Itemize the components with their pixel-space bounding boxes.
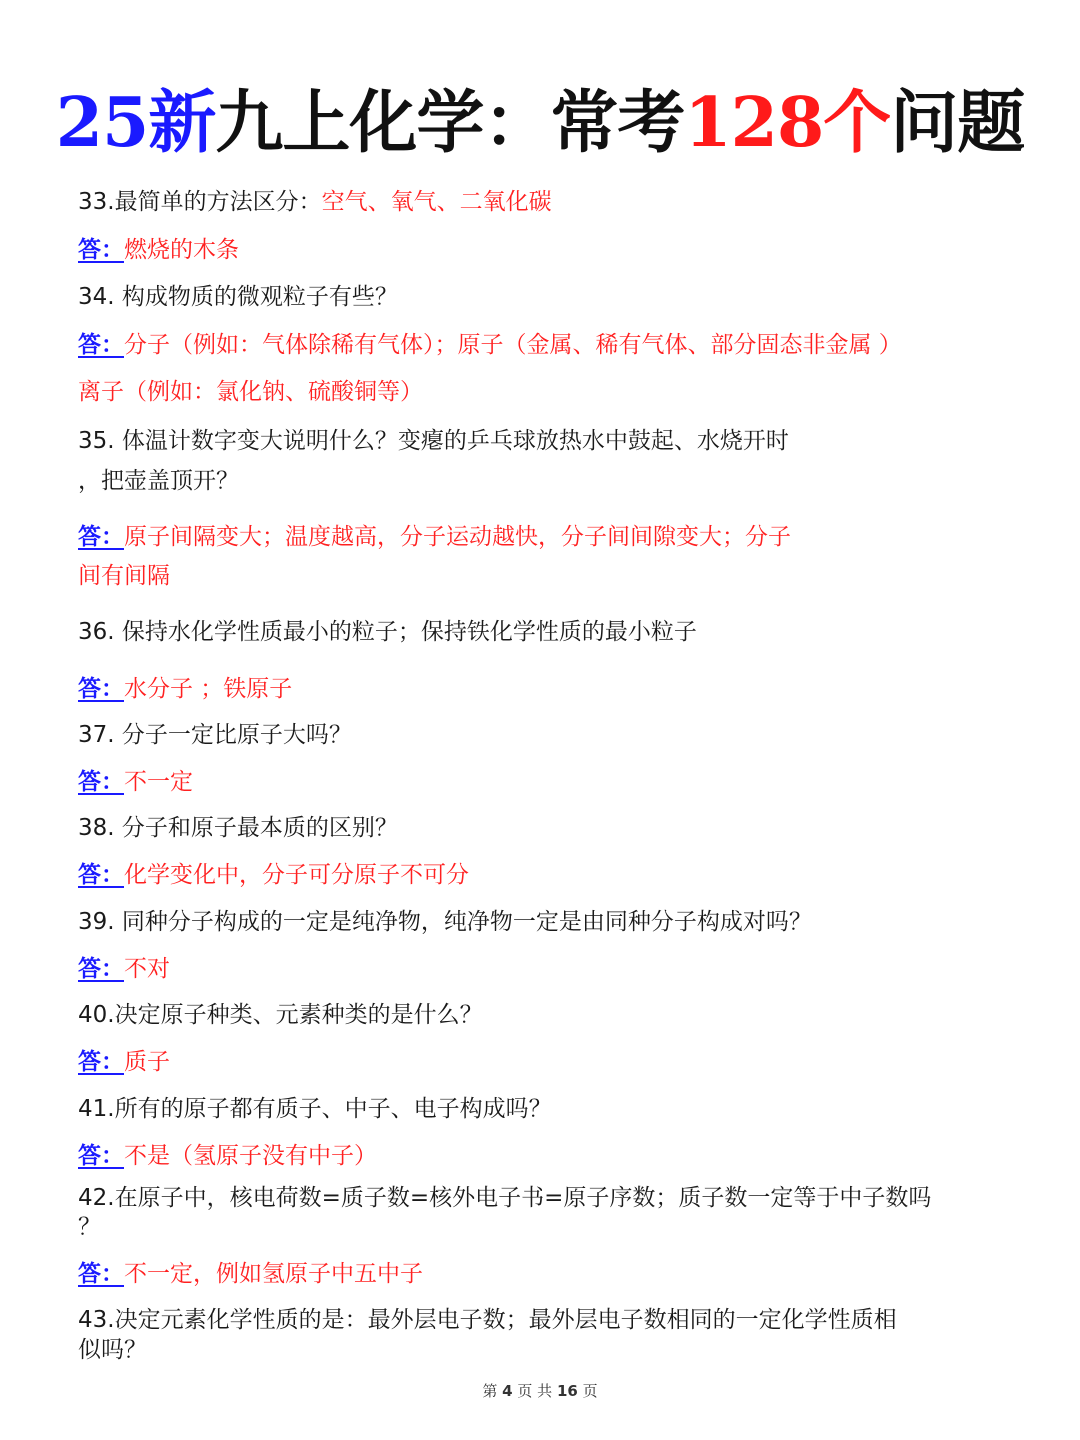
answer-42 [78, 1257, 1020, 1291]
question-text: 43.决定元素化学性质的是：最外层电子数；最外层电子数相同的一定化学性质相 [78, 1307, 897, 1333]
answer-text: 不对 [124, 956, 170, 982]
answer-35-continued [78, 559, 1020, 593]
answer-label: 答： [78, 956, 124, 982]
footer-total-pages: 16 [556, 1382, 578, 1400]
answer-text: 不是（氢原子没有中子） [124, 1143, 377, 1169]
question-text: 39. 同种分子构成的一定是纯净物，纯净物一定是由同种分子构成对吗？ [78, 909, 812, 935]
question-35-continued [78, 464, 1020, 498]
answer-text: 水分子 ；铁原子 [124, 676, 293, 702]
question-text: 37. 分子一定比原子大吗？ [78, 722, 352, 748]
answer-text: 不一定，例如氢原子中五中子 [124, 1261, 423, 1287]
question-text: 34. 构成物质的微观粒子有些？ [78, 284, 398, 310]
question-42-continued [78, 1210, 1020, 1244]
answer-label: 答： [78, 1261, 124, 1287]
answer-label: 答： [78, 1049, 124, 1075]
page-title [0, 78, 1080, 168]
answer-41 [78, 1139, 1020, 1173]
question-36 [78, 615, 1020, 649]
answer-35 [78, 520, 1020, 554]
question-text: 40.决定原子种类、元素种类的是什么？ [78, 1002, 483, 1028]
title-part-count: 128个 [684, 83, 891, 163]
question-text: 38. 分子和原子最本质的区别？ [78, 815, 398, 841]
footer-current-page: 4 [502, 1382, 513, 1400]
answer-37 [78, 765, 1020, 799]
question-text: ？ [78, 1214, 101, 1240]
question-text: 似吗？ [78, 1337, 147, 1363]
question-41 [78, 1092, 1020, 1126]
answer-text: 质子 [124, 1049, 170, 1075]
answer-label: 答： [78, 332, 124, 358]
answer-text: 燃烧的木条 [124, 237, 239, 263]
footer-prefix: 第 [482, 1382, 498, 1400]
question-text: ，把壶盖顶开？ [78, 468, 239, 494]
footer-suffix: 页 [582, 1382, 598, 1400]
question-43 [78, 1303, 1020, 1337]
page-number-footer [0, 1380, 1080, 1401]
answer-33 [78, 233, 1020, 267]
answer-label: 答： [78, 862, 124, 888]
question-40 [78, 998, 1020, 1032]
question-34 [78, 280, 1020, 314]
question-text: 33.最简单的方法区分： [78, 189, 322, 215]
title-part-grade: 25新 [55, 83, 216, 163]
answer-label: 答： [78, 1143, 124, 1169]
answer-text: 分子（例如：气体除稀有气体）；原子（金属、稀有气体、部分固态非金属 ） [124, 332, 902, 358]
answer-text: 离子（例如：氯化钠、硫酸铜等） [78, 379, 423, 405]
answer-34 [78, 328, 1020, 362]
answer-34-continued [78, 375, 1020, 409]
question-text: 42.在原子中，核电荷数=质子数=核外电子书=原子序数；质子数一定等于中子数吗 [78, 1185, 932, 1211]
answer-label: 答： [78, 676, 124, 702]
question-35 [78, 424, 1020, 458]
answer-39 [78, 952, 1020, 986]
question-37 [78, 718, 1020, 752]
question-text: 35. 体温计数字变大说明什么？变瘪的乒乓球放热水中鼓起、水烧开时 [78, 428, 789, 454]
question-38 [78, 811, 1020, 845]
question-text: 36. 保持水化学性质最小的粒子；保持铁化学性质的最小粒子 [78, 619, 697, 645]
answer-label: 答： [78, 237, 124, 263]
question-39 [78, 905, 1020, 939]
question-33 [78, 185, 1020, 219]
answer-text: 化学变化中，分子可分原子不可分 [124, 862, 469, 888]
answer-38 [78, 858, 1020, 892]
question-43-continued [78, 1333, 1020, 1367]
answer-text: 间有间隔 [78, 563, 170, 589]
question-highlight: 空气、氧气、二氧化碳 [321, 189, 552, 215]
answer-label: 答： [78, 769, 124, 795]
answer-40 [78, 1045, 1020, 1079]
question-text: 41.所有的原子都有质子、中子、电子构成吗？ [78, 1096, 552, 1122]
answer-text: 不一定 [124, 769, 193, 795]
footer-middle: 页 共 [517, 1382, 553, 1400]
answer-36 [78, 672, 1020, 706]
answer-text: 原子间隔变大；温度越高，分子运动越快，分子间间隙变大；分子 [124, 524, 791, 550]
answer-label: 答： [78, 524, 124, 550]
title-part-subject: 九上化学：常考 [215, 83, 685, 163]
title-part-questions: 问题 [890, 83, 1025, 163]
